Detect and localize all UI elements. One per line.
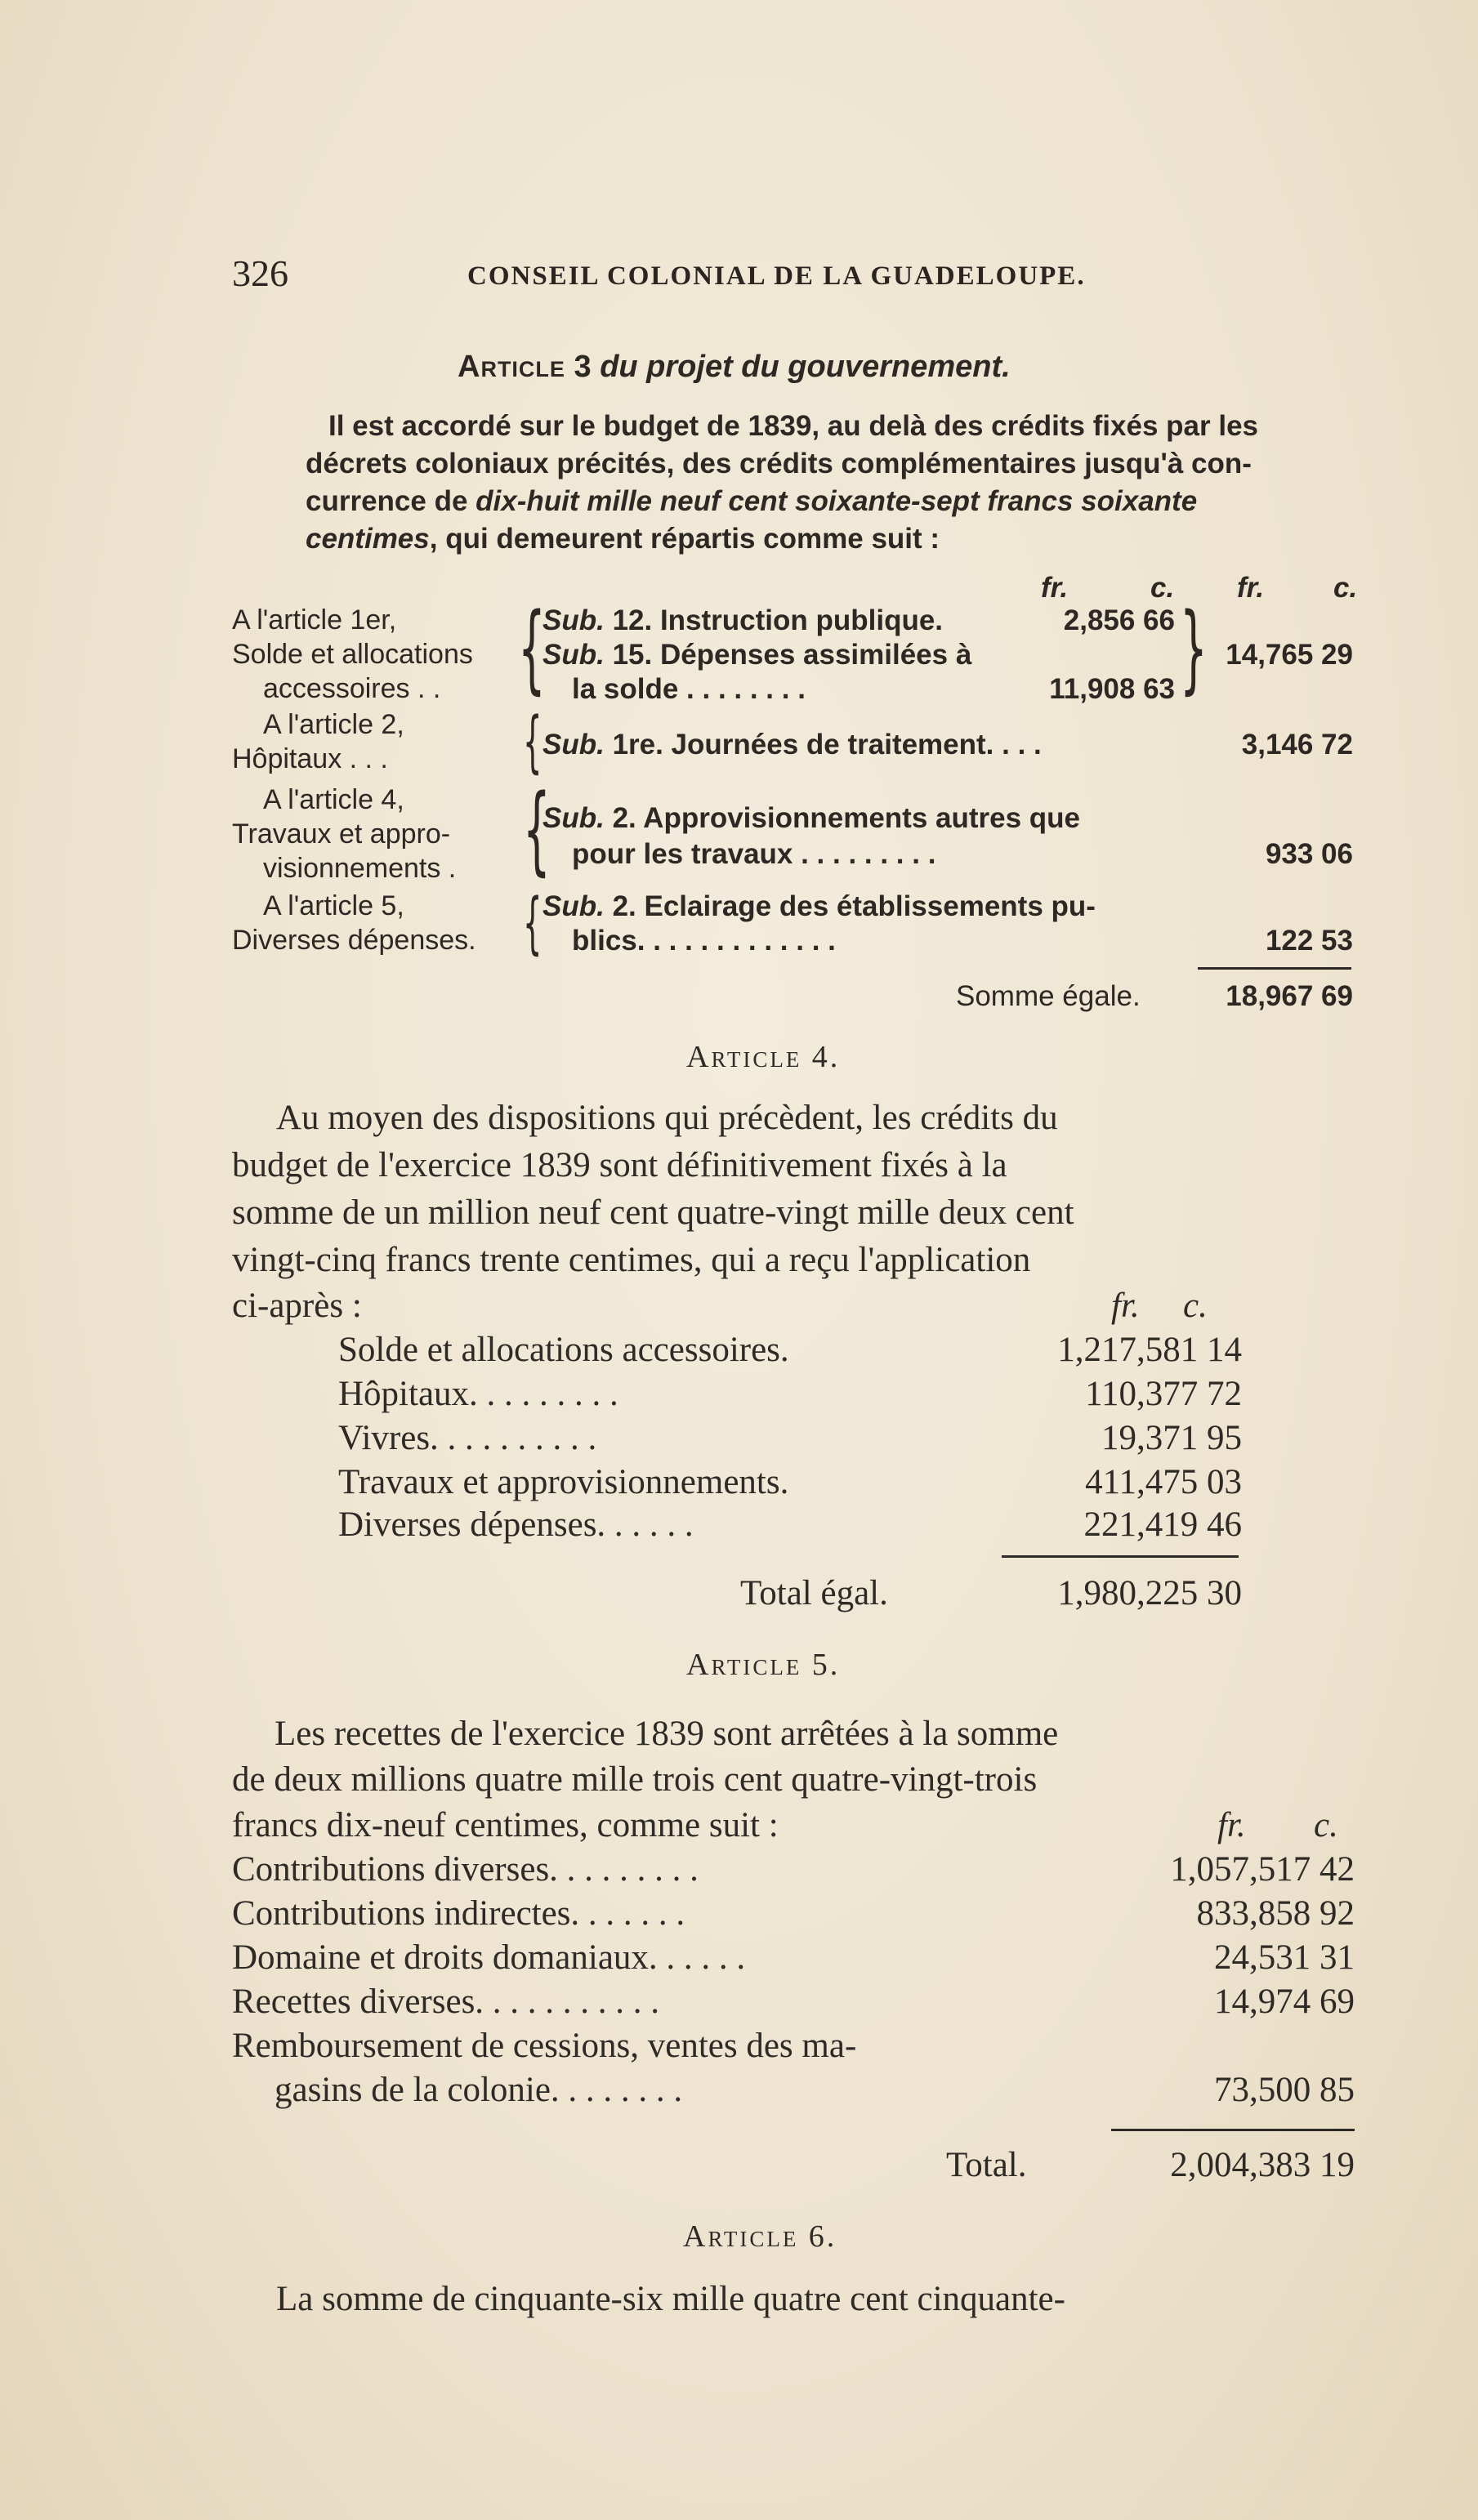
article-4-para-line-3: somme de un million neuf cent quatre-vingt mille deux cent — [232, 1193, 1074, 1232]
article-4-row-4-label: Travaux et approvisionnements. — [338, 1463, 789, 1501]
article-4-para-line-2: budget de l'exercice 1839 sont définitivement fixés à la — [232, 1146, 1007, 1184]
article-4-row-4-value: 411,475 03 — [1085, 1463, 1242, 1501]
article-5-total-rule — [1111, 2129, 1355, 2131]
article-5-row-6-label: gasins de la colonie. . . . . . . . — [275, 2071, 683, 2109]
article-5-row-6-value: 73,500 85 — [1214, 2071, 1355, 2109]
article-4-total-label: Total égal. — [740, 1574, 888, 1612]
group-1-item-1: Sub. 12. Instruction publique. — [543, 604, 944, 636]
group-1-item-2: Sub. 15. Dépenses assimilées à — [543, 639, 972, 671]
group-2-total: 3,146 72 — [1241, 729, 1353, 760]
article-4-para-line-1: Au moyen des dispositions qui précèdent, les crédits du — [276, 1099, 1058, 1137]
article-3-para-line-4: centimes, qui demeurent répartis comme suit : — [306, 523, 940, 555]
article-5-row-4-value: 14,974 69 — [1214, 1983, 1355, 2021]
article-5-row-1-label: Contributions diverses. . . . . . . . . — [232, 1850, 699, 1889]
article-5-row-2-label: Contributions indirectes. . . . . . . — [232, 1894, 685, 1933]
group-3-total: 933 06 — [1265, 838, 1353, 870]
sum-rule — [1198, 967, 1351, 970]
group-1-item-1-amount: 2,856 66 — [1063, 604, 1175, 636]
article-5-para-line-2: de deux millions quatre mille trois cent quatre-vingt-trois — [232, 1760, 1038, 1799]
group-4-label-line-1: A l'article 5, — [263, 890, 404, 921]
group-3-label-line-3: visionnements . — [263, 853, 457, 884]
group-1-right-brace: } — [1180, 591, 1208, 704]
article-4-total-rule — [1002, 1555, 1239, 1558]
article-4-row-1-value: 1,217,581 14 — [1057, 1331, 1242, 1369]
group-3-item-1: Sub. 2. Approvisionnements autres que — [543, 802, 1081, 834]
group-1-item-3: la solde . . . . . . . . — [572, 673, 806, 705]
col-header-fr-1: fr. — [1041, 572, 1069, 604]
article-4-para-line-5: ci-après : — [232, 1287, 362, 1325]
group-4-label-line-2: Diverses dépenses. — [232, 925, 476, 956]
article-5-row-5-label: Remboursement de cessions, ventes des ma- — [232, 2027, 857, 2065]
article-6-para-line-1: La somme de cinquante-six mille quatre cent cinquante- — [276, 2280, 1065, 2318]
col-header-c-2: c. — [1333, 572, 1358, 604]
group-1-left-brace: { — [518, 591, 546, 704]
article-4-para-line-4: vingt-cinq francs trente centimes, qui a reçu l'application — [232, 1241, 1031, 1279]
article-5-total-value: 2,004,383 19 — [1170, 2146, 1355, 2184]
article-3-para-line-1: Il est accordé sur le budget de 1839, au delà des crédits fixés par les — [328, 410, 1258, 442]
article-4-row-5-value: 221,419 46 — [1083, 1505, 1242, 1544]
group-3-left-brace: { — [523, 773, 551, 885]
group-2-item-1: Sub. 1re. Journées de traitement. . . . — [543, 729, 1042, 760]
article-6-heading: Article 6. — [683, 2219, 837, 2254]
group-4-total: 122 53 — [1265, 925, 1353, 957]
sum-label: Somme égale. — [956, 980, 1141, 1012]
article-5-para-line-3: francs dix-neuf centimes, comme suit : — [232, 1806, 779, 1844]
group-2-label-line-1: A l'article 2, — [263, 709, 404, 740]
col-header-c-1: c. — [1150, 572, 1175, 604]
group-1-label-line-3: accessoires . . — [263, 673, 441, 704]
article-4-row-2-value: 110,377 72 — [1085, 1375, 1242, 1413]
sum-value: 18,967 69 — [1226, 980, 1353, 1012]
article-5-row-2-value: 833,858 92 — [1196, 1894, 1355, 1933]
col-header-fr-2: fr. — [1237, 572, 1265, 604]
article-5-col-fr: fr. — [1217, 1806, 1246, 1844]
article-5-row-3-value: 24,531 31 — [1214, 1938, 1355, 1977]
article-5-row-1-value: 1,057,517 42 — [1170, 1850, 1355, 1889]
article-4-total-value: 1,980,225 30 — [1057, 1574, 1242, 1612]
article-4-heading: Article 4. — [686, 1040, 841, 1074]
article-5-row-4-label: Recettes diverses. . . . . . . . . . . — [232, 1983, 660, 2021]
article-5-col-c: c. — [1314, 1806, 1338, 1844]
article-5-row-3-label: Domaine et droits domaniaux. . . . . . — [232, 1938, 746, 1977]
group-1-label-line-2: Solde et allocations — [232, 639, 473, 670]
group-4-item-2: blics. . . . . . . . . . . . . — [572, 925, 836, 957]
group-1-label-line-1: A l'article 1er, — [232, 604, 397, 636]
article-5-para-line-1: Les recettes de l'exercice 1839 sont arrêtées à la somme — [275, 1715, 1059, 1753]
group-4-left-brace: { — [523, 885, 543, 962]
article-4-row-3-value: 19,371 95 — [1101, 1419, 1242, 1457]
group-3-label-line-1: A l'article 4, — [263, 784, 404, 815]
group-3-item-2: pour les travaux . . . . . . . . . — [572, 838, 936, 870]
group-2-left-brace: { — [523, 703, 543, 781]
group-3-label-line-2: Travaux et appro- — [232, 818, 451, 850]
article-4-row-5-label: Diverses dépenses. . . . . . — [338, 1505, 694, 1544]
article-4-row-2-label: Hôpitaux. . . . . . . . . — [338, 1375, 618, 1413]
article-5-total-label: Total. — [946, 2146, 1027, 2184]
article-5-heading: Article 5. — [686, 1648, 841, 1682]
group-1-item-3-amount: 11,908 63 — [1049, 673, 1175, 705]
article-3-para-line-2: décrets coloniaux précités, des crédits complémentaires jusqu'à con- — [306, 448, 1252, 479]
article-3-para-line-3: currence de dix-huit mille neuf cent soixante-sept francs soixante — [306, 485, 1198, 517]
page-number: 326 — [232, 252, 288, 294]
running-title: CONSEIL COLONIAL DE LA GUADELOUPE. — [467, 261, 1086, 291]
group-4-item-1: Sub. 2. Eclairage des établissements pu- — [543, 890, 1096, 922]
group-2-label-line-2: Hôpitaux . . . — [232, 743, 388, 774]
article-4-col-fr: fr. — [1111, 1287, 1140, 1325]
article-4-col-c: c. — [1183, 1287, 1208, 1325]
article-3-heading: Article 3 du projet du gouvernement. — [458, 350, 1011, 384]
article-4-row-1-label: Solde et allocations accessoires. — [338, 1331, 789, 1369]
group-1-total: 14,765 29 — [1226, 639, 1353, 671]
article-4-row-3-label: Vivres. . . . . . . . . . — [338, 1419, 597, 1457]
